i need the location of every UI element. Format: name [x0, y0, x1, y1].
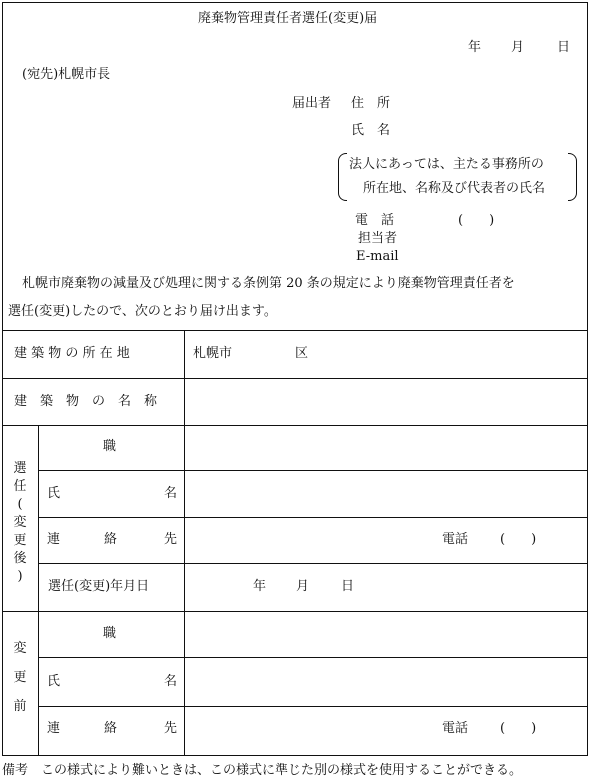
- column-rule-main: [184, 330, 185, 756]
- row-rule-5: [38, 563, 588, 564]
- corp-note-line1: 法人にあっては、主たる事務所の: [349, 157, 544, 172]
- after-change-group-label: 選 任 ( 変 更 後 ): [13, 461, 27, 584]
- appointed-date-month: 月: [296, 579, 310, 594]
- statement-line1: 札幌市廃棄物の減量及び処理に関する条例第 20 条の規定により廃棄物管理責任者を: [22, 276, 515, 291]
- table-top-rule: [2, 330, 588, 331]
- row-rule-1: [2, 378, 588, 379]
- before-name-label-left: 氏: [47, 674, 61, 689]
- before-phone-label: 電話: [442, 721, 469, 736]
- after-name-label-left: 氏: [47, 486, 61, 501]
- row-rule-2: [2, 425, 588, 426]
- after-phone-label: 電話: [442, 532, 469, 547]
- appointed-date-year: 年: [253, 579, 267, 594]
- after-post-label: 職: [103, 439, 117, 454]
- before-post-label: 職: [103, 626, 117, 641]
- before-contact-label-1: 連: [47, 721, 61, 736]
- form-title: 廃棄物管理責任者選任(変更)届: [198, 11, 378, 26]
- before-contact-label-2: 絡: [104, 721, 118, 736]
- before-name-label-right: 名: [164, 674, 178, 689]
- notifier-phone-parens: ( ): [458, 213, 495, 228]
- row-rule-6: [2, 611, 588, 612]
- after-contact-label-2: 絡: [104, 532, 118, 547]
- form-frame: [2, 2, 588, 756]
- before-change-group-label: 変 更 前: [13, 641, 27, 714]
- row-rule-3: [38, 470, 588, 471]
- building-location-ward: 区: [295, 346, 309, 361]
- notifier-name-label: 氏 名: [351, 123, 391, 138]
- corp-note-line2: 所在地、名称及び代表者の氏名: [363, 181, 546, 196]
- before-contact-label-3: 先: [164, 721, 178, 736]
- after-contact-label-1: 連: [47, 532, 61, 547]
- notifier-phone-label: 電 話: [355, 213, 395, 228]
- after-name-label-right: 名: [164, 486, 178, 501]
- contact-person-label: 担当者: [358, 231, 398, 246]
- after-phone-parens: ( ): [500, 532, 537, 547]
- row-rule-7: [38, 657, 588, 658]
- building-location-city: 札幌市: [193, 346, 233, 361]
- notifier-address-label: 住 所: [351, 96, 391, 111]
- after-contact-label-3: 先: [164, 532, 178, 547]
- building-name-label: 建 築 物 の 名 称: [14, 394, 158, 409]
- statement-line2: 選任(変更)したので、次のとおり届け出ます。: [8, 304, 277, 319]
- addressee: (宛先)札幌市長: [22, 67, 111, 82]
- appointed-date-label: 選任(変更)年月日: [48, 579, 150, 594]
- date-day: 日: [557, 40, 571, 55]
- email-label: E-mail: [356, 249, 399, 264]
- column-rule-group: [38, 425, 39, 756]
- corp-note-bracket-left: [338, 153, 347, 201]
- footer-note: 備考 この様式により難いときは、この様式に準じた別の様式を使用することができる。: [2, 763, 523, 778]
- corp-note-bracket-right: [568, 153, 577, 201]
- building-location-label: 建 築 物 の 所 在 地: [14, 346, 130, 361]
- notifier-label: 届出者: [292, 96, 332, 111]
- date-year: 年: [468, 40, 482, 55]
- date-month: 月: [511, 40, 525, 55]
- appointed-date-day: 日: [341, 579, 355, 594]
- row-rule-8: [38, 706, 588, 707]
- row-rule-4: [38, 517, 588, 518]
- before-phone-parens: ( ): [500, 721, 537, 736]
